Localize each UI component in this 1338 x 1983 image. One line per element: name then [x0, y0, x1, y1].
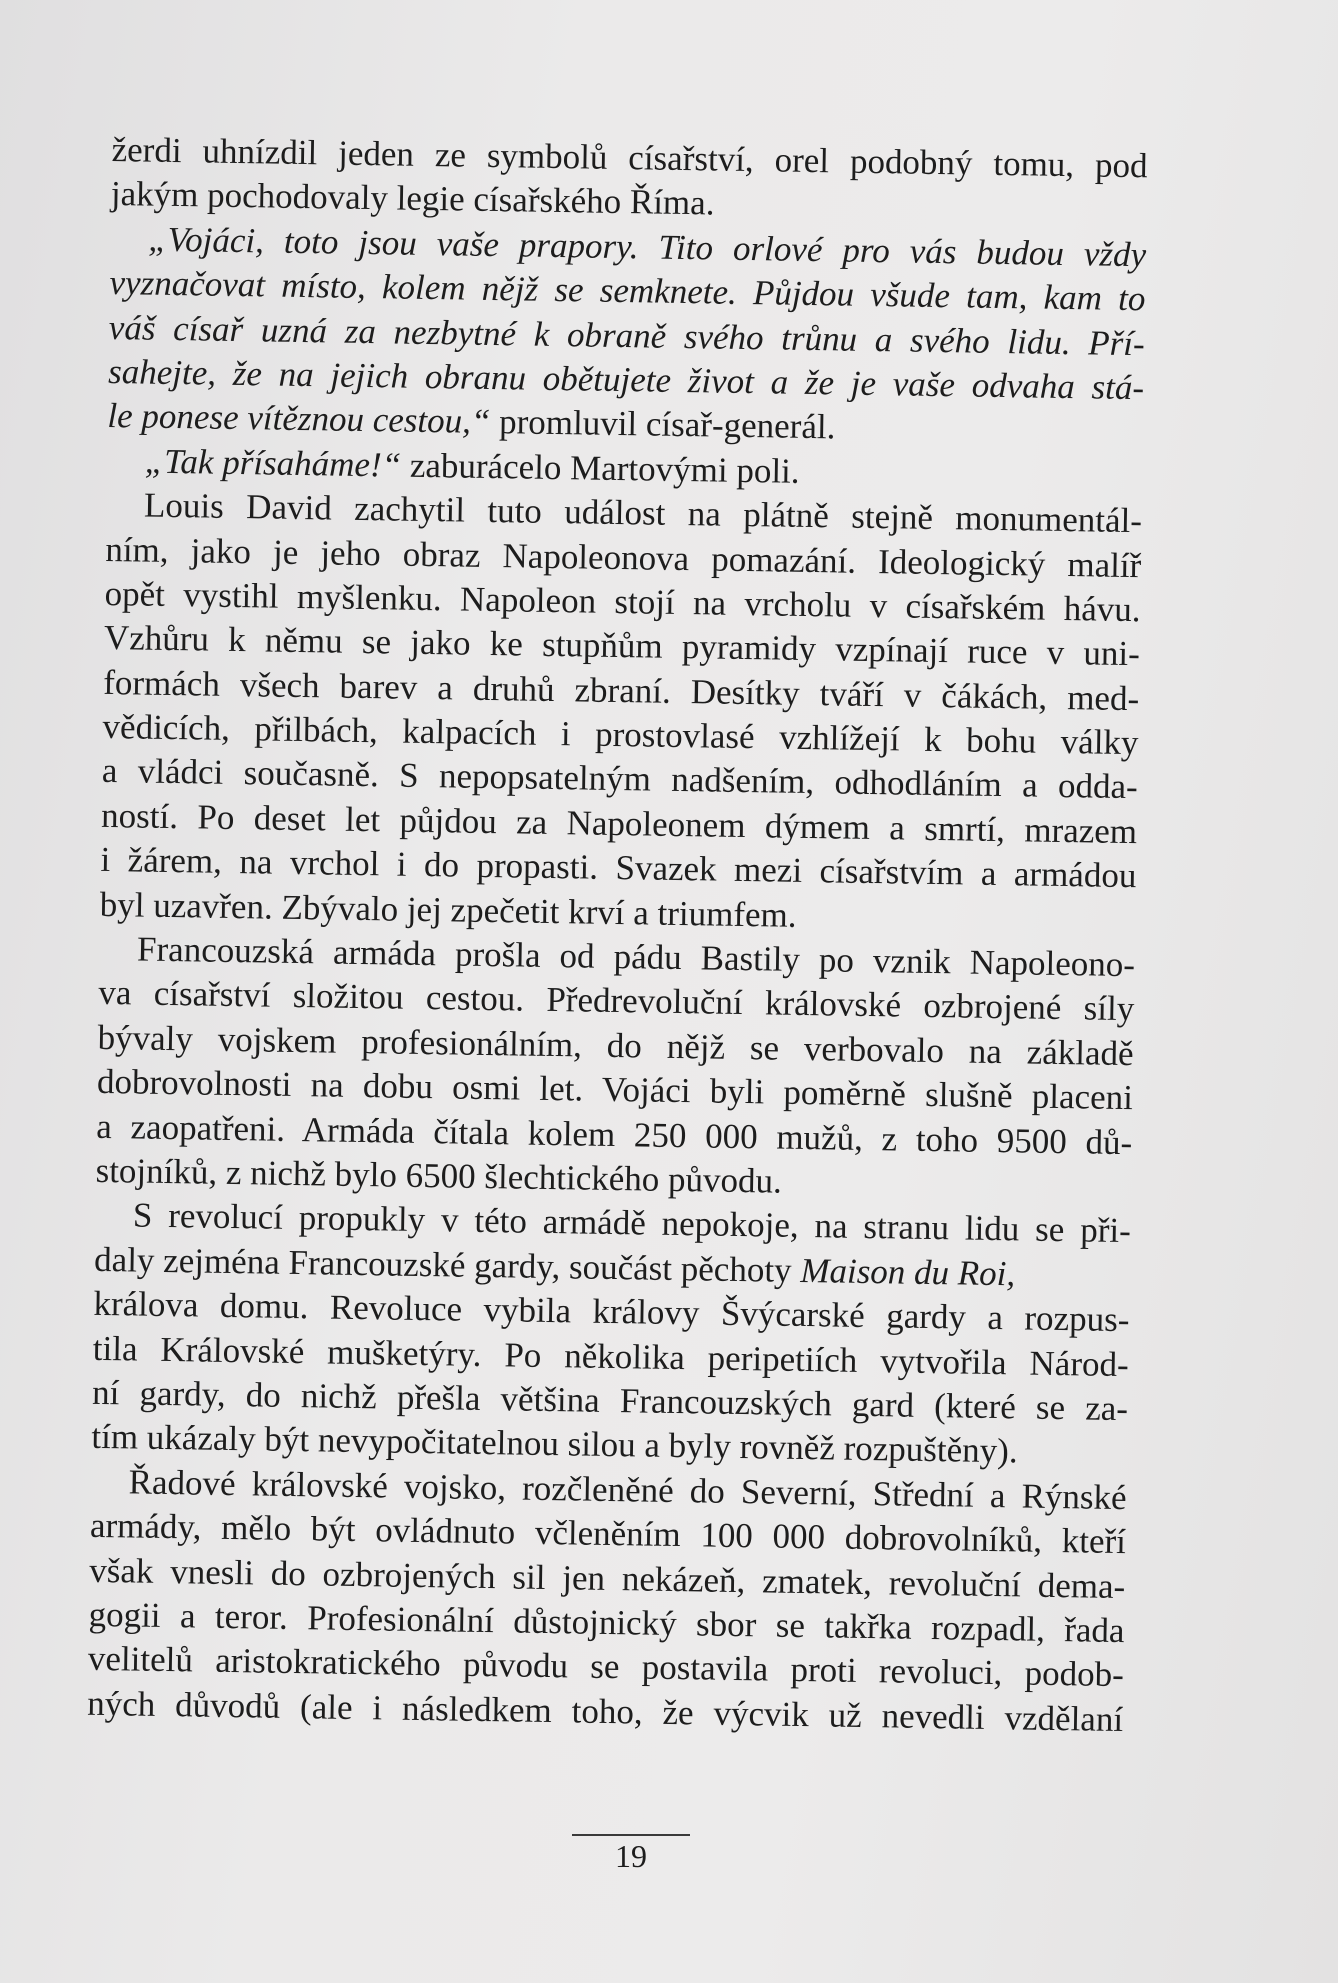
text-line: však vnesli do ozbrojených sil jen nekázeň, zmatek, revoluční dema-: [89, 1550, 1126, 1606]
text-fragment: daly zejména Francouzské gardy, součást pěchoty: [93, 1239, 801, 1290]
text-line: Řadové královské vojsko, rozčleněné do Severní, Střední a Rýnské: [128, 1462, 1127, 1517]
text-line: stojníků, z nichž bylo 6500 šlechtického původu.: [95, 1150, 783, 1201]
text-line: a vládci současně. S nepopsatelným nadšením, odhodláním a odda-: [101, 751, 1139, 807]
text-line: tila Královské mušketýry. Po několika peripetiích vytvořila Národ-: [92, 1328, 1130, 1384]
text-line: vyznačovat místo, kolem nějž se semknete. Půjdou všude tam, kam to: [109, 263, 1146, 319]
text-line: va císařství složitou cestou. Předrevoluční královské ozbrojené síly: [98, 973, 1135, 1029]
italic-fragment: „Tak přísaháme!“: [144, 441, 402, 485]
text-line: opět vystihl myšlenku. Napoleon stojí na vrcholu v císařském hávu.: [104, 573, 1141, 630]
page-number: 19: [615, 1838, 647, 1874]
italic-fragment: Maison du Roi,: [800, 1250, 1016, 1294]
italic-fragment: le ponese vítěznou cestou,“: [107, 396, 491, 442]
text-fragment: zaburácelo Martovými poli.: [400, 445, 800, 491]
text-line: ných důvodů (ale i následkem toho, že výcvik už nevedli vzdělaní: [86, 1683, 1124, 1739]
text-line: jakým pochodovaly legie císařského Říma.: [110, 174, 715, 223]
text-line: byl uzavřen. Zbývalo jej zpečetit krví a triumfem.: [99, 884, 797, 935]
text-line: i žárem, na vrchol i do propasti. Svazek mezi císařstvím a armádou: [100, 840, 1137, 896]
text-line: a zaopatřeni. Armáda čítala kolem 250 000 mužů, z toho 9500 dů-: [96, 1106, 1133, 1162]
text-fragment: promluvil císař-generál.: [490, 402, 836, 447]
text-line: sahejte, že na jejich obranu obětujete život a že je vaše odvaha stá-: [107, 351, 1145, 408]
text-line: vědicích, přilbách, kalpacích i prostovlasé vzhlížejí k bohu války: [102, 707, 1139, 763]
text-line: tím ukázaly být nevypočitatelnou silou a byly rovněž rozpuštěny).: [91, 1417, 1018, 1471]
text-line: dobrovolnosti na dobu osmi let. Vojáci byli poměrně slušně placeni: [96, 1062, 1134, 1118]
text-line: formách všech barev a druhů zbraní. Desítky tváří v čákách, med-: [102, 662, 1140, 718]
text-line: králova domu. Revoluce vybila královy Švýcarské gardy a rozpus-: [93, 1284, 1130, 1340]
text-line: Vzhůru k němu se jako ke stupňům pyramidy vzpínají ruce v uni-: [103, 618, 1141, 674]
text-line: ností. Po deset let půjdou za Napoleonem dýmem a smrtí, mrazem: [100, 795, 1138, 852]
text-line: gogii a teror. Profesionální důstojnický sbor se takřka rozpadl, řada: [88, 1594, 1125, 1650]
body-text: [87, 128, 1148, 1742]
text-line: ní gardy, do nichž přešla většina Francouzských gard (které se za-: [91, 1372, 1129, 1429]
text-line: Louis David zachytil tuto událost na plátně stejně monumentál-: [143, 485, 1143, 541]
text-line: S revolucí propukly v této armádě nepokoje, na stranu lidu se při-: [132, 1195, 1132, 1251]
text-line: žerdi uhnízdil jeden ze symbolů císařství, orel podobný tomu, pod: [111, 129, 1148, 186]
text-line: bývaly vojskem profesionálním, do nějž se verbovalo na základě: [97, 1017, 1134, 1073]
page-number-rule: [572, 1834, 690, 1836]
text-line: ním, jako je jeho obraz Napoleonova pomazání. Ideologický malíř: [105, 529, 1142, 585]
text-line: „Vojáci, toto jsou vaše prapory. Tito orlové pro vás budou vždy: [147, 219, 1147, 275]
text-line: váš císař uzná za nezbytné k obraně svého trůnu a svého lidu. Pří-: [108, 307, 1146, 363]
text-line: velitelů aristokratického původu se postavila proti revoluci, podob-: [87, 1639, 1125, 1695]
text-line: armády, mělo být ovládnuto včleněním 100 000 dobrovolníků, kteří: [89, 1505, 1127, 1562]
text-line: Francouzská armáda prošla od pádu Bastily po vznik Napoleono-: [136, 929, 1136, 985]
